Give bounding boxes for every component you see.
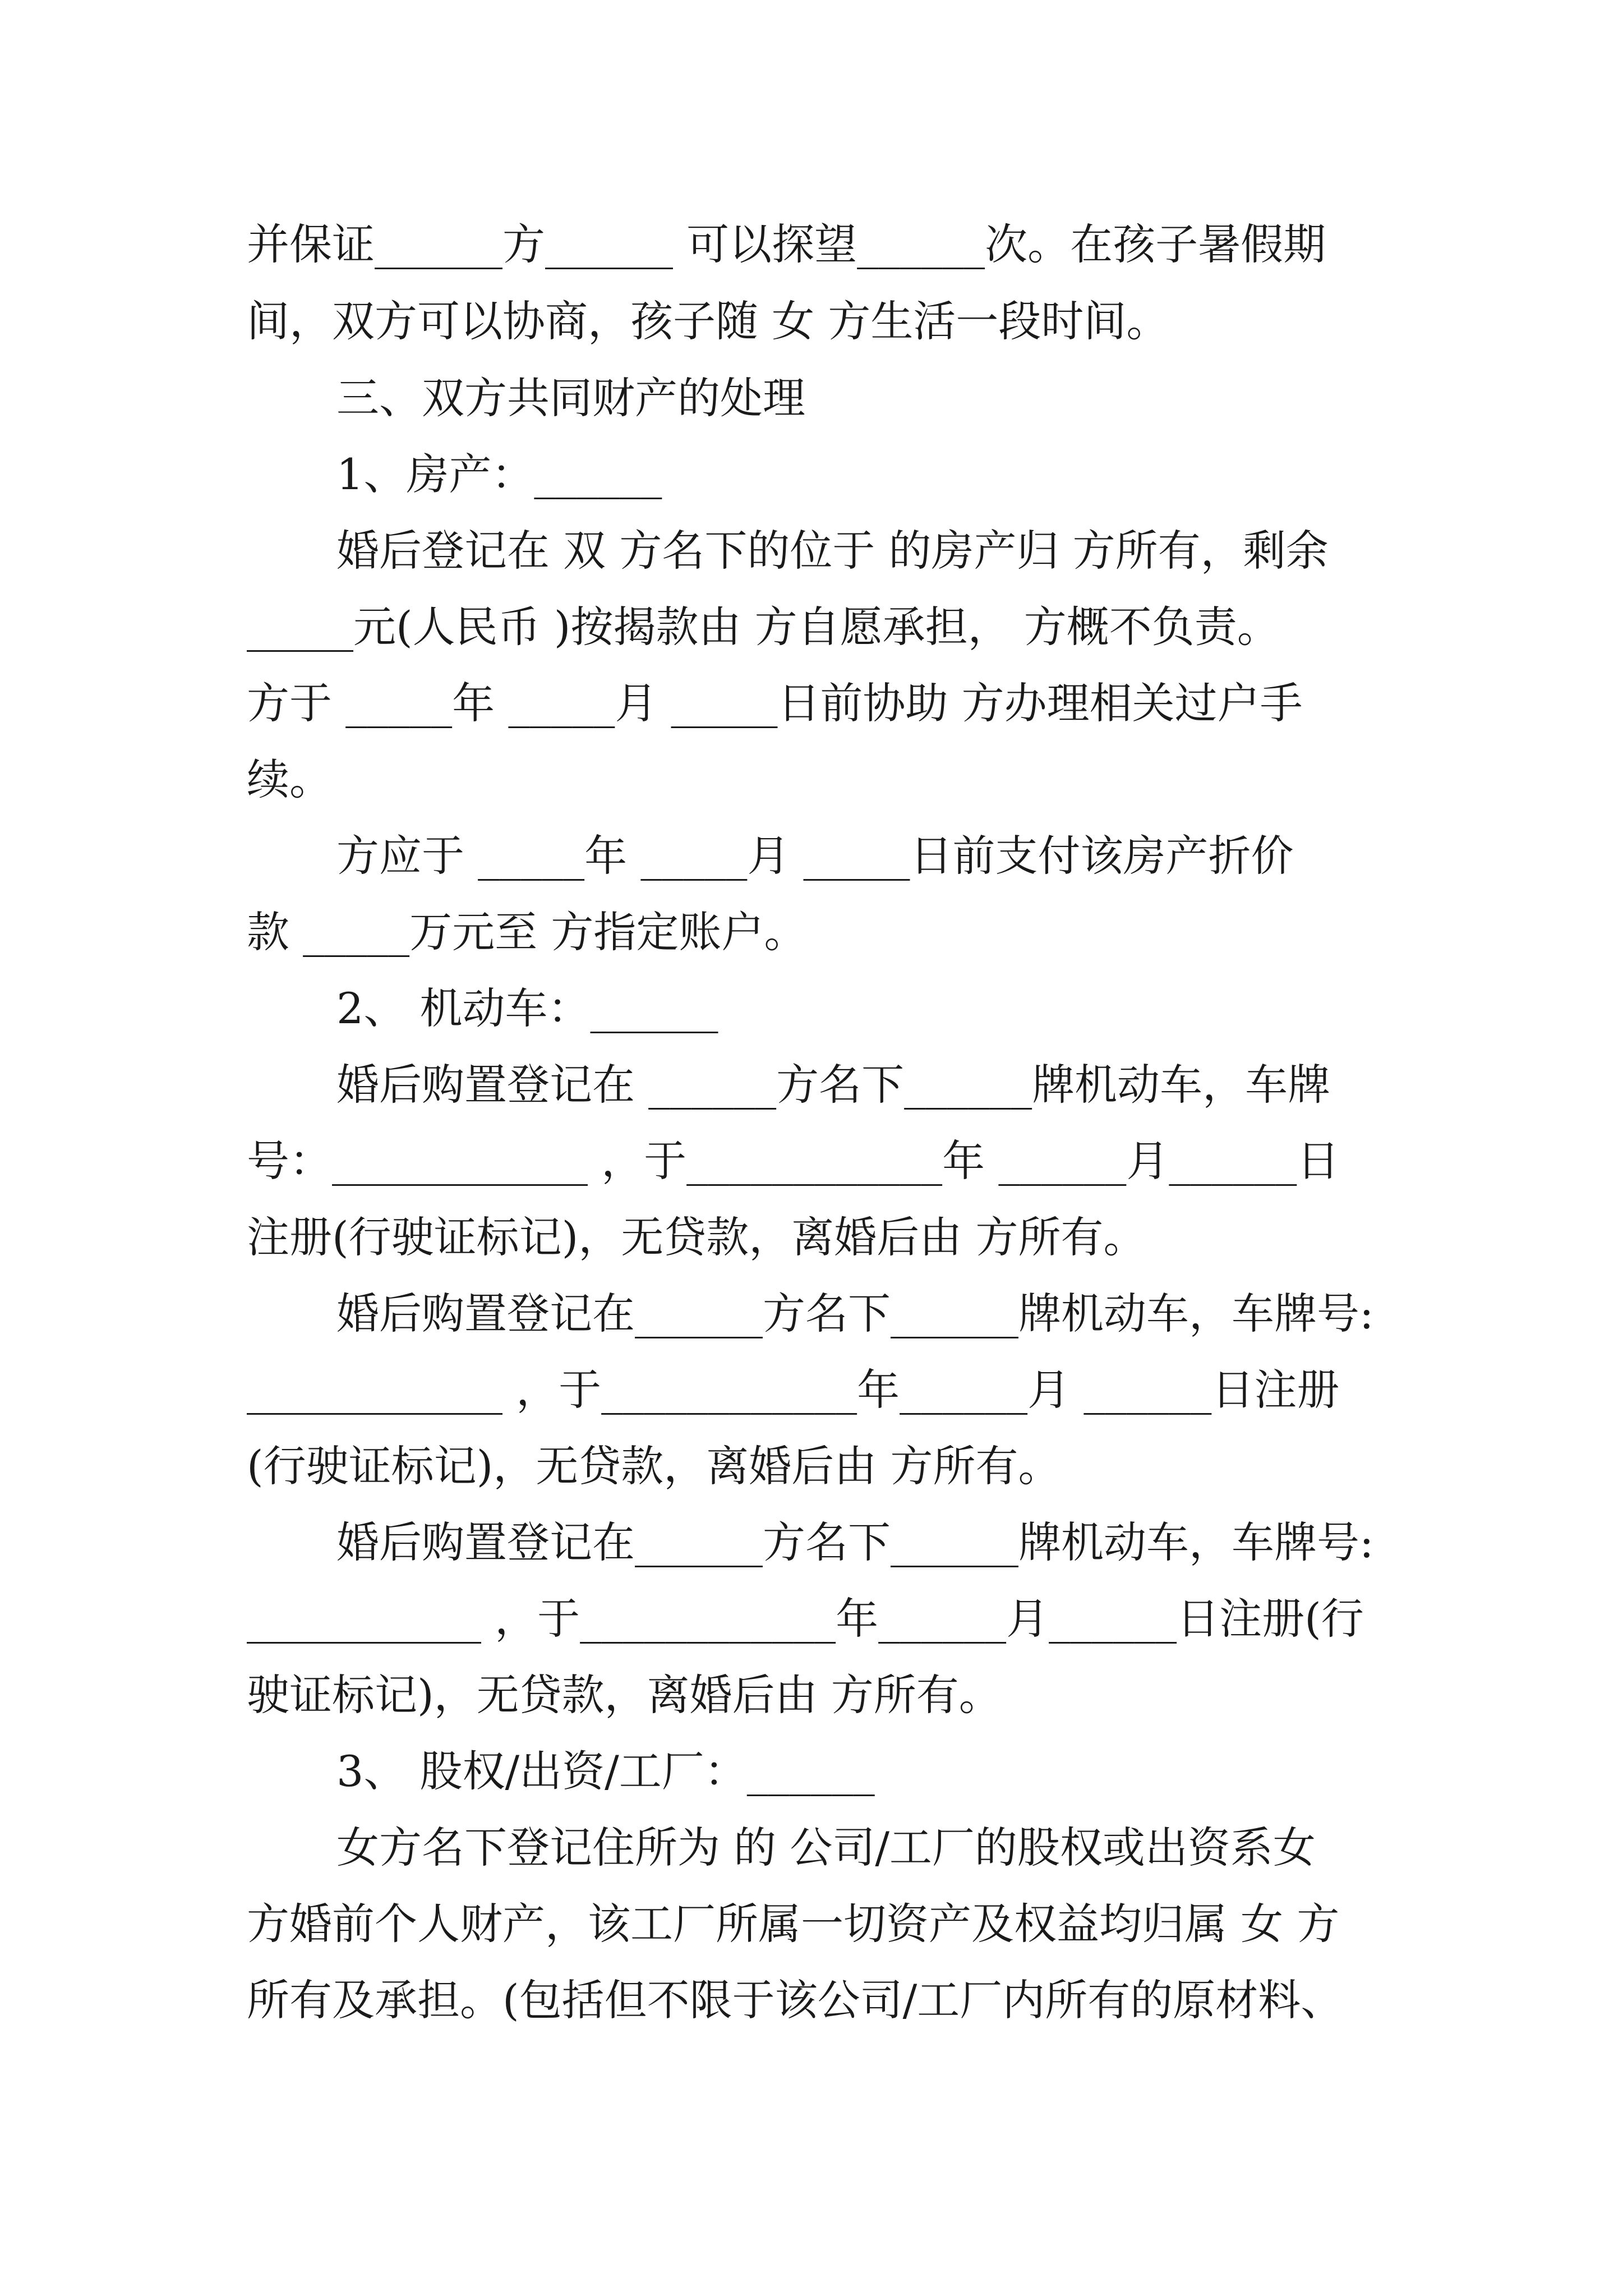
- text-line: 间，双方可以协商，孩子随 女 方生活一段时间。: [247, 296, 1169, 346]
- text-line: ____________ ，于____________年______月 ______日注册: [247, 1365, 1340, 1415]
- text-line: 方婚前个人财产，该工厂所属一切资产及权益均归属 女 方: [247, 1899, 1340, 1949]
- text-line: 续。: [247, 754, 332, 804]
- text-line: 婚后登记在 双 方名下的位于 的房产归 方所有，剩余: [336, 526, 1329, 576]
- text-line: 婚后购置登记在______方名下______牌机动车，车牌号:: [336, 1289, 1374, 1338]
- text-line: 婚后购置登记在______方名下______牌机动车，车牌号:: [336, 1517, 1374, 1567]
- text-line: 注册(行驶证标记)，无贷款，离婚后由 方所有。: [247, 1212, 1146, 1262]
- subsection-heading: 2、 机动车：______: [336, 983, 718, 1033]
- text-line: _____元(人民币 )按揭款由 方自愿承担， 方概不负责。: [247, 602, 1280, 652]
- text-line: 款 _____万元至 方指定账户。: [247, 907, 807, 957]
- text-line: 婚后购置登记在 ______方名下______牌机动车，车牌: [336, 1060, 1331, 1110]
- subsection-heading: 3、 股权/出资/工厂：______: [336, 1746, 875, 1796]
- section-heading: 三、双方共同财产的处理: [336, 373, 805, 423]
- text-line: 并保证______方______ 可以探望______次。在孩子暑假期: [247, 219, 1326, 269]
- text-line: ___________ ，于____________年______月______日注册(行: [247, 1594, 1364, 1644]
- text-line: 驶证标记)，无贷款，离婚后由 方所有。: [247, 1670, 1002, 1720]
- text-line: (行驶证标记)，无贷款，离婚后由 方所有。: [247, 1441, 1061, 1491]
- subsection-heading: 1、房产：______: [336, 449, 662, 499]
- text-line: 女方名下登记住所为 的 公司/工厂的股权或出资系女: [336, 1823, 1316, 1872]
- text-line: 号：____________ ，于____________年 ______月______日: [247, 1136, 1340, 1186]
- text-line: 方于 _____年 _____月 _____日前协助 方办理相关过户手: [247, 678, 1303, 728]
- text-line: 方应于 _____年 _____月 _____日前支付该房产折价: [336, 831, 1294, 881]
- text-line: 所有及承担。(包括但不限于该公司/工厂内所有的原材料、: [247, 1975, 1344, 2025]
